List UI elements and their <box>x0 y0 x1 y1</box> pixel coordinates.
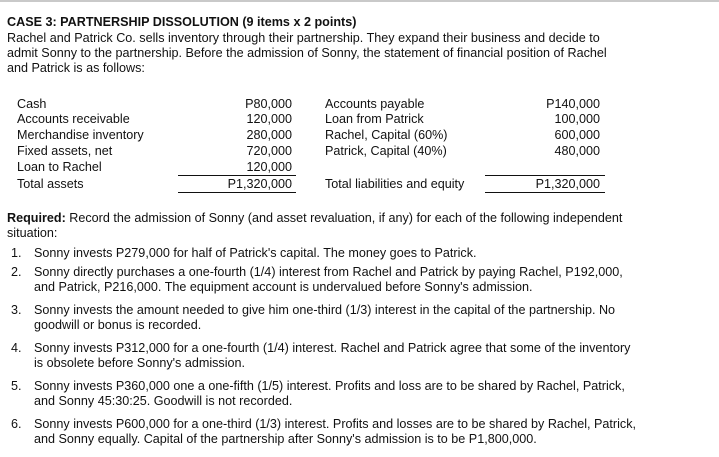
subtotal-rule <box>178 175 296 176</box>
item-line: and Patrick, P216,000. The equipment account is undervalued before Sonny's admission. <box>34 280 533 294</box>
item-text <box>34 265 623 295</box>
total-assets-label: Total assets <box>17 177 84 191</box>
item-line: Sonny invests the amount needed to give him one-third (1/3) interest in the capital of the partnership. No <box>34 303 616 317</box>
item-text <box>34 379 625 409</box>
required-line <box>7 211 707 226</box>
item-line: and Sonny equally. Capital of the partnership after Sonny's admission is to be P1,800,000. <box>34 432 537 446</box>
intro-line: and Patrick is as follows: <box>7 61 145 75</box>
equity-amount: 480,000 <box>554 144 600 158</box>
item-text <box>34 341 630 371</box>
intro-line: Rachel and Patrick Co. sells inventory through their partnership. They expand their business and decide to <box>7 31 600 45</box>
asset-amount: 120,000 <box>246 112 292 126</box>
asset-amount: 120,000 <box>246 160 292 174</box>
item-number: 3. <box>11 303 22 317</box>
item-number: 6. <box>11 417 22 431</box>
total-rule <box>485 192 605 193</box>
required-paragraph <box>7 211 707 241</box>
item-line: is obsolete before Sonny's admission. <box>34 356 246 370</box>
required-label: Required: <box>7 211 66 225</box>
asset-amount: P80,000 <box>245 97 292 111</box>
total-rule <box>178 192 296 193</box>
asset-label: Cash <box>17 97 47 111</box>
item-line: and Sonny 45:30:25. Goodwill is not recorded. <box>34 394 293 408</box>
equity-label: Rachel, Capital (60%) <box>325 128 448 142</box>
required-line: situation: <box>7 226 58 240</box>
required-text: Record the admission of Sonny (and asset revaluation, if any) for each of the following independent <box>65 211 623 225</box>
item-line: Sonny invests P360,000 one a one-fifth (1/5) interest. Profits and loss are to be shared by Rachel, Patrick, <box>34 379 625 393</box>
equity-label: Patrick, Capital (40%) <box>325 144 447 158</box>
liability-label: Loan from Patrick <box>325 112 424 126</box>
case-title: CASE 3: PARTNERSHIP DISSOLUTION (9 items x 2 points) <box>7 15 357 29</box>
total-liabilities-equity-label: Total liabilities and equity <box>325 177 465 191</box>
asset-label: Merchandise inventory <box>17 128 144 142</box>
asset-amount: 280,000 <box>246 128 292 142</box>
item-text <box>34 303 615 333</box>
total-assets-amount: P1,320,000 <box>227 177 292 191</box>
equity-amount: 600,000 <box>554 128 600 142</box>
asset-label: Fixed assets, net <box>17 144 113 158</box>
item-number: 4. <box>11 341 22 355</box>
item-line: goodwill or bonus is recorded. <box>34 318 202 332</box>
item-number: 2. <box>11 265 22 279</box>
item-line: Sonny invests P600,000 for a one-third (1/3) interest. Profits and losses are to be shared by Rachel, Patrick, <box>34 417 637 431</box>
asset-label: Loan to Rachel <box>17 160 102 174</box>
asset-amount: 720,000 <box>246 144 292 158</box>
asset-label: Accounts receivable <box>17 112 130 126</box>
item-line: Sonny invests P279,000 for half of Patrick's capital. The money goes to Patrick. <box>34 246 477 260</box>
item-number: 5. <box>11 379 22 393</box>
item-number: 1. <box>11 246 22 260</box>
top-divider <box>0 0 719 2</box>
intro-paragraph <box>7 31 697 76</box>
intro-line: admit Sonny to the partnership. Before the admission of Sonny, the statement of financial position of Rachel <box>7 46 607 60</box>
total-liabilities-equity-amount: P1,320,000 <box>535 177 600 191</box>
liability-amount: 100,000 <box>554 112 600 126</box>
liability-label: Accounts payable <box>325 97 425 111</box>
subtotal-rule <box>485 175 605 176</box>
item-line: Sonny invests P312,000 for a one-fourth (1/4) interest. Rachel and Patrick agree that some of the inventory <box>34 341 631 355</box>
item-line: Sonny directly purchases a one-fourth (1/4) interest from Rachel and Patrick by paying Rachel, P192,000, <box>34 265 623 279</box>
item-text <box>34 417 636 447</box>
liability-amount: P140,000 <box>546 97 600 111</box>
item-text <box>34 246 477 261</box>
